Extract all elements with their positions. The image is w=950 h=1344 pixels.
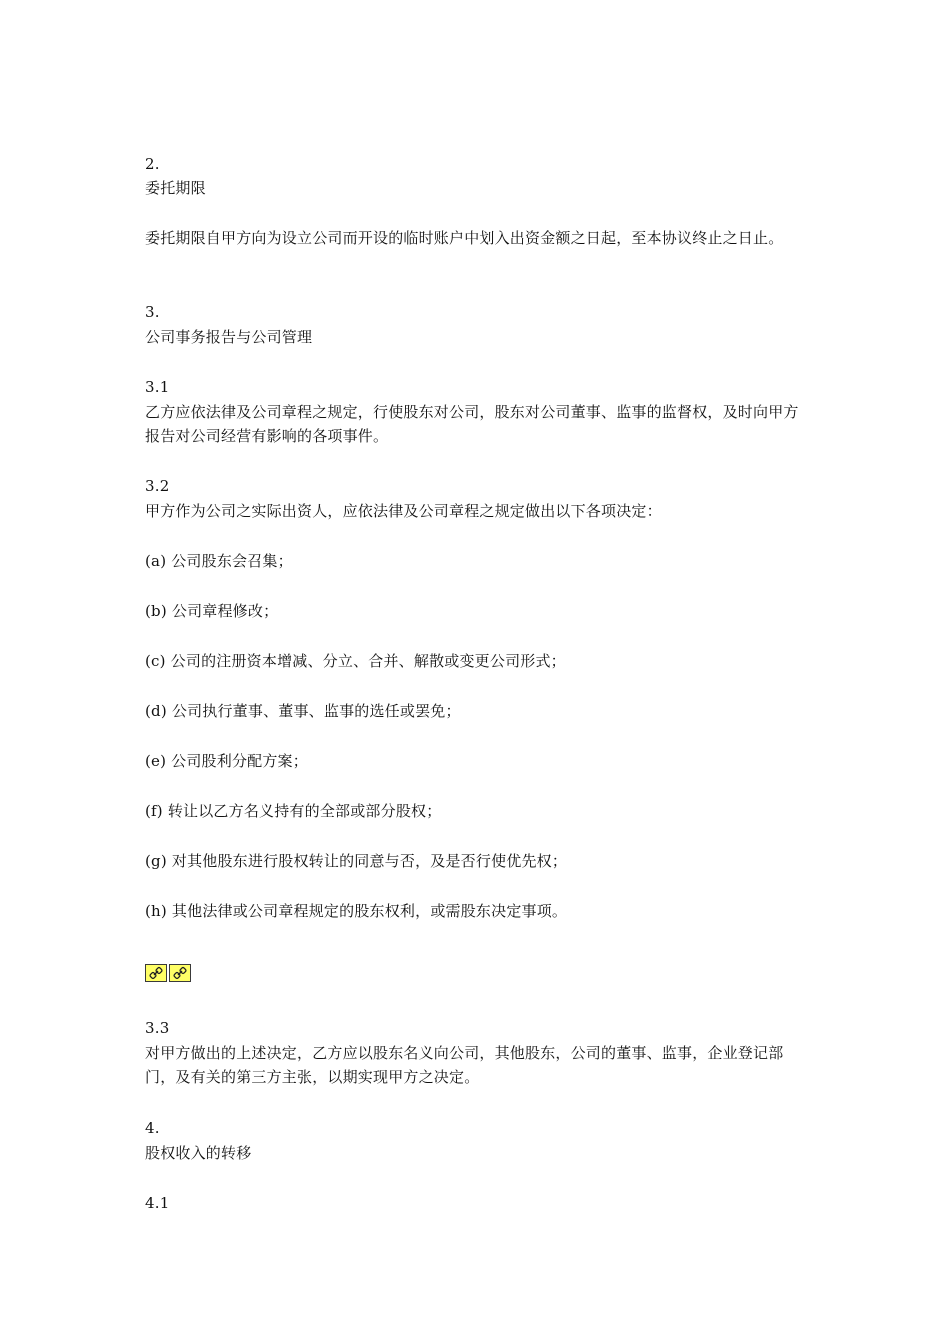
section-2-body: 委托期限自甲方向为设立公司而开设的临时账户中划入出资金额之日起，至本协议终止之日止。 — [145, 229, 784, 247]
link-icon-group[interactable] — [145, 964, 191, 982]
section-2-title: 委托期限 — [145, 179, 206, 197]
list-item-e: (e) 公司股利分配方案； — [145, 752, 308, 770]
section-2-number: 2. — [145, 155, 160, 173]
section-3-title: 公司事务报告与公司管理 — [145, 328, 313, 346]
section-4-title: 股权收入的转移 — [145, 1144, 252, 1162]
link-icon[interactable] — [145, 964, 167, 982]
section-3-3-body: 对甲方做出的上述决定，乙方应以股东名义向公司，其他股东，公司的董事、监事，企业登记部门，及有关的第三方主张，以期实现甲方之决定。 — [145, 1044, 784, 1086]
list-item-f: (f) 转让以乙方名义持有的全部或部分股权； — [145, 802, 442, 820]
document-page — [145, 0, 815, 1344]
section-3-number: 3. — [145, 303, 160, 321]
link-icon[interactable] — [169, 964, 191, 982]
section-4-number: 4. — [145, 1119, 160, 1137]
list-item-d: (d) 公司执行董事、董事、监事的选任或罢免； — [145, 702, 461, 720]
list-item-b: (b) 公司章程修改； — [145, 602, 279, 620]
list-item-g: (g) 对其他股东进行股权转让的同意与否，及是否行使优先权； — [145, 852, 568, 870]
section-3-2-body: 甲方作为公司之实际出资人，应依法律及公司章程之规定做出以下各项决定： — [145, 502, 662, 520]
list-item-c: (c) 公司的注册资本增减、分立、合并、解散或变更公司形式； — [145, 652, 566, 670]
section-4-1-number: 4.1 — [145, 1194, 170, 1212]
section-3-3-number: 3.3 — [145, 1019, 170, 1037]
list-item-a: (a) 公司股东会召集； — [145, 552, 293, 570]
section-3-1-body: 乙方应依法律及公司章程之规定，行使股东对公司，股东对公司董事、监事的监督权，及时向甲方报告对公司经营有影响的各项事件。 — [145, 403, 799, 445]
section-3-1-number: 3.1 — [145, 378, 170, 396]
list-item-h: (h) 其他法律或公司章程规定的股东权利，或需股东决定事项。 — [145, 902, 568, 920]
section-3-2-number: 3.2 — [145, 477, 170, 495]
